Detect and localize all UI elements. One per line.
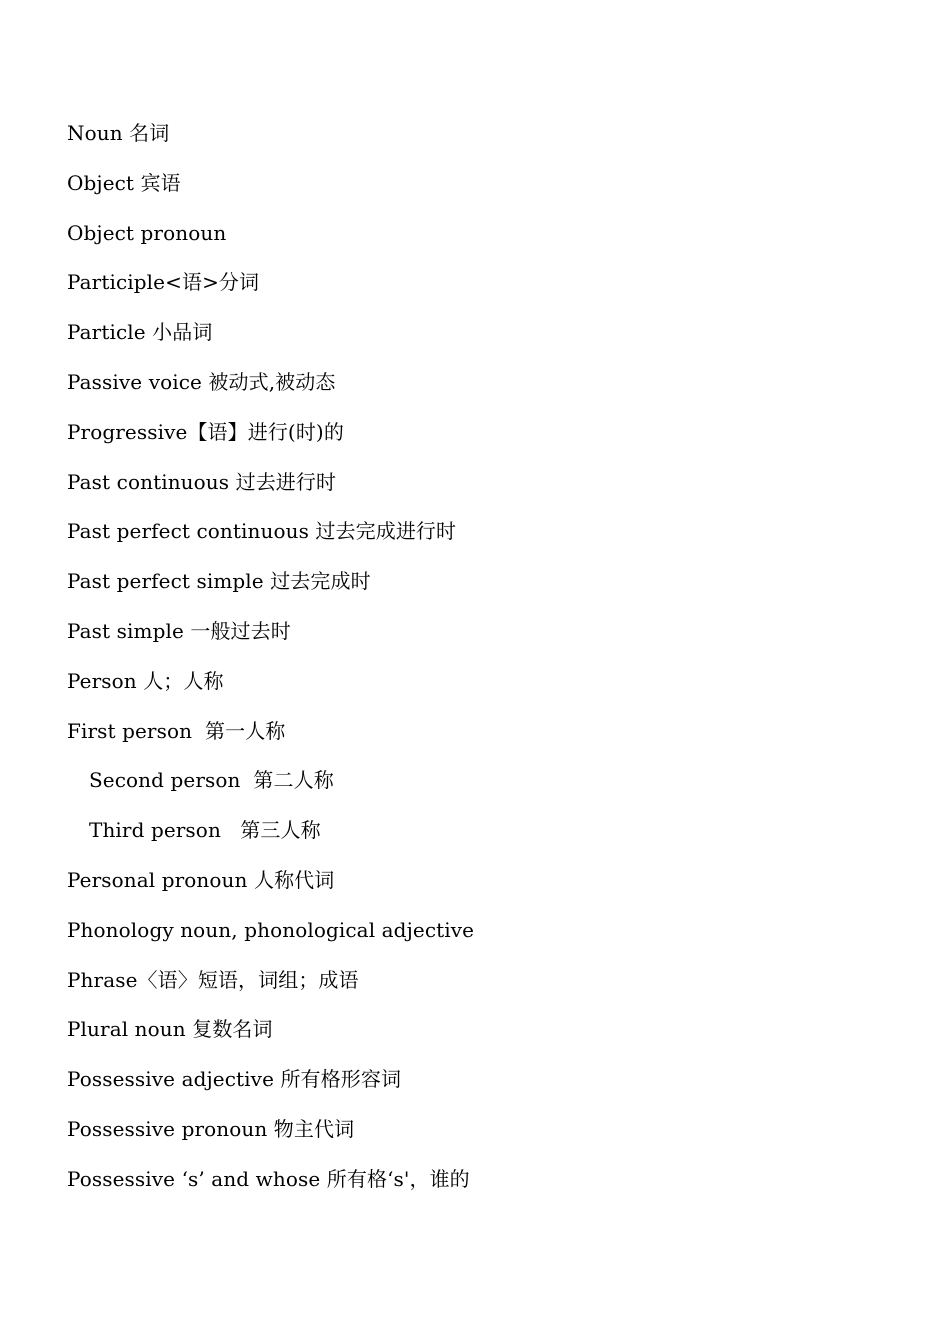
glossary-entry: Noun 名词 (67, 121, 170, 145)
glossary-entry: Particle 小品词 (67, 320, 213, 345)
glossary-entry: Object 宾语 (67, 170, 181, 195)
glossary-entry: Third person 第三人称 (89, 818, 321, 843)
glossary-entry: Past perfect continuous 过去完成进行时 (67, 519, 457, 544)
glossary-entry: Possessive adjective 所有格形容词 (67, 1067, 402, 1092)
glossary-entry: Participle<语>分词 (67, 270, 260, 295)
glossary-entry: Progressive【语】进行(时)的 (67, 419, 344, 444)
glossary-entry: Phonology noun, phonological adjective (67, 917, 475, 942)
glossary-entry: Plural noun 复数名词 (67, 1017, 273, 1042)
glossary-list (67, 118, 474, 1214)
glossary-entry: Possessive pronoun 物主代词 (67, 1116, 355, 1141)
glossary-entry: Possessive ‘s’ and whose 所有格‘s'，谁的 (67, 1166, 470, 1191)
glossary-entry: Phrase〈语〉短语，词组；成语 (67, 967, 359, 992)
glossary-entry: Personal pronoun 人称代词 (67, 867, 335, 892)
glossary-entry: Second person 第二人称 (89, 768, 334, 793)
glossary-entry: Past continuous 过去进行时 (67, 469, 337, 494)
glossary-entry: First person 第一人称 (67, 718, 286, 743)
glossary-entry: Person 人；人称 (67, 668, 224, 693)
glossary-entry: Passive voice 被动式,被动态 (67, 369, 336, 394)
glossary-entry: Past perfect simple 过去完成时 (67, 569, 371, 594)
glossary-entry: Object pronoun (67, 220, 227, 245)
glossary-entry: Past simple 一般过去时 (67, 618, 291, 643)
